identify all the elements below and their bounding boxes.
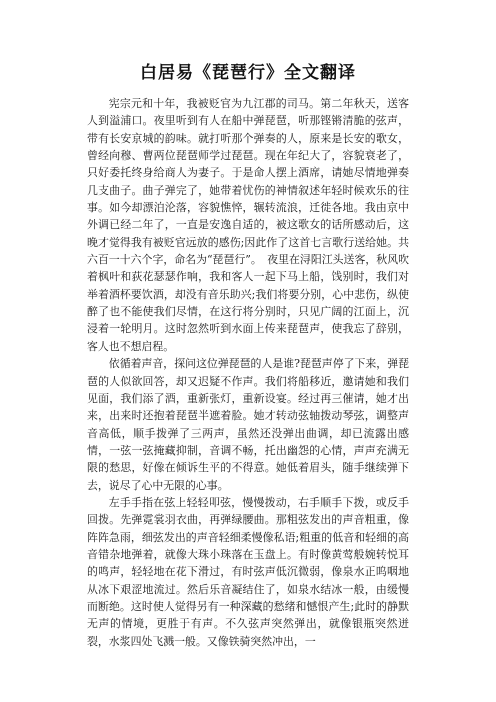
paragraph: 宪宗元和十年，我被贬官为九江郡的司马。第二年秋天，送客人到溢浦口。夜里听到有人在船中弹琵琶，听那铿锵清脆的弦声，带有长安京城的韵味。就打听那个弹奏的人，原来是长安的歌女，曾经向穆、曹两位琵琶师学过琵琶。现在年纪大了，容貌衰老了，只好委托终身给商人为妻子。于是命人摆上酒席，请她尽情地弹奏几支曲子。曲子弹完了，她带着忧伤的神情叙述年轻时候欢乐的往事。如今却漂泊沦落，容貌憔悴，辗转流浪，迁徙各地。我由京中外调已经二年了，一直是安逸自适的，被这歌女的话所感动后，这晚才觉得我有被贬官远放的感伤;因此作了这首七言歌行送给她。共六百一十六个字，命名为“琵琶行”。 夜里在浔阳江头送客，秋风吹着枫叶和荻花瑟瑟作响，我和客人一起下马上船，饯别时，我们对举着酒杯要饮酒，却没有音乐助兴;我们将要分别，心中悲伤，纵使醉了也不能使我们尽情，在这行将分别时，只见广阔的江面上，沉浸着一轮明月。这时忽然听到水面上传来琵琶声，使我忘了辞别，客人也不想启程。	[87, 97, 409, 353]
page-title: 白居易《琵琶行》全文翻译	[140, 63, 356, 83]
article-body	[87, 95, 409, 650]
paragraph: 依循着声音，探问这位弹琵琶的人是谁?琵琶声停了下来，弹琵琶的人似欲回答，却又迟疑不作声。我们将船移近，邀请她和我们见面，我们添了酒，重新张灯，重新设宴。经过再三催请，她才出来，出来时还抱着琵琶半遮着脸。她才转动弦轴拨动琴弦，调整声音高低，顺手拨弹了三两声，虽然还没弹出曲调，却已流露出感情，一弦一弦掩藏抑制，音调不畅，托出幽怨的心情，声声充满无限的愁思，好像在倾诉生平的不得意。她低着眉头，随手继续弹下去，说尽了心中无限的心事。	[87, 357, 409, 492]
paragraph: 左手手指在弦上轻轻叩弦，慢慢拨动，右手顺手下拨，或反手回拨。先弹霓裳羽衣曲，再弹绿腰曲。那粗弦发出的声音粗重，像阵阵急雨，细弦发出的声音轻细柔慢像私语;粗重的低音和轻细的高音错杂地弹着，就像大珠小珠落在玉盘上。有时像黄莺般婉转悦耳的鸣声，轻轻地在花下滑过，有时弦声低沉微弱，像泉水正呜咽地从冰下艰涩地流过。然后乐音凝结住了，如泉水结冰一般，由缓慢而断绝。这时使人觉得另有一种深藏的愁绪和憾恨产生;此时的静默无声的情境，更胜于有声。不久弦声突然弹出，就像银瓶突然迸裂，水浆四处飞溅一般。又像铁骑突然冲出，一	[87, 495, 409, 648]
